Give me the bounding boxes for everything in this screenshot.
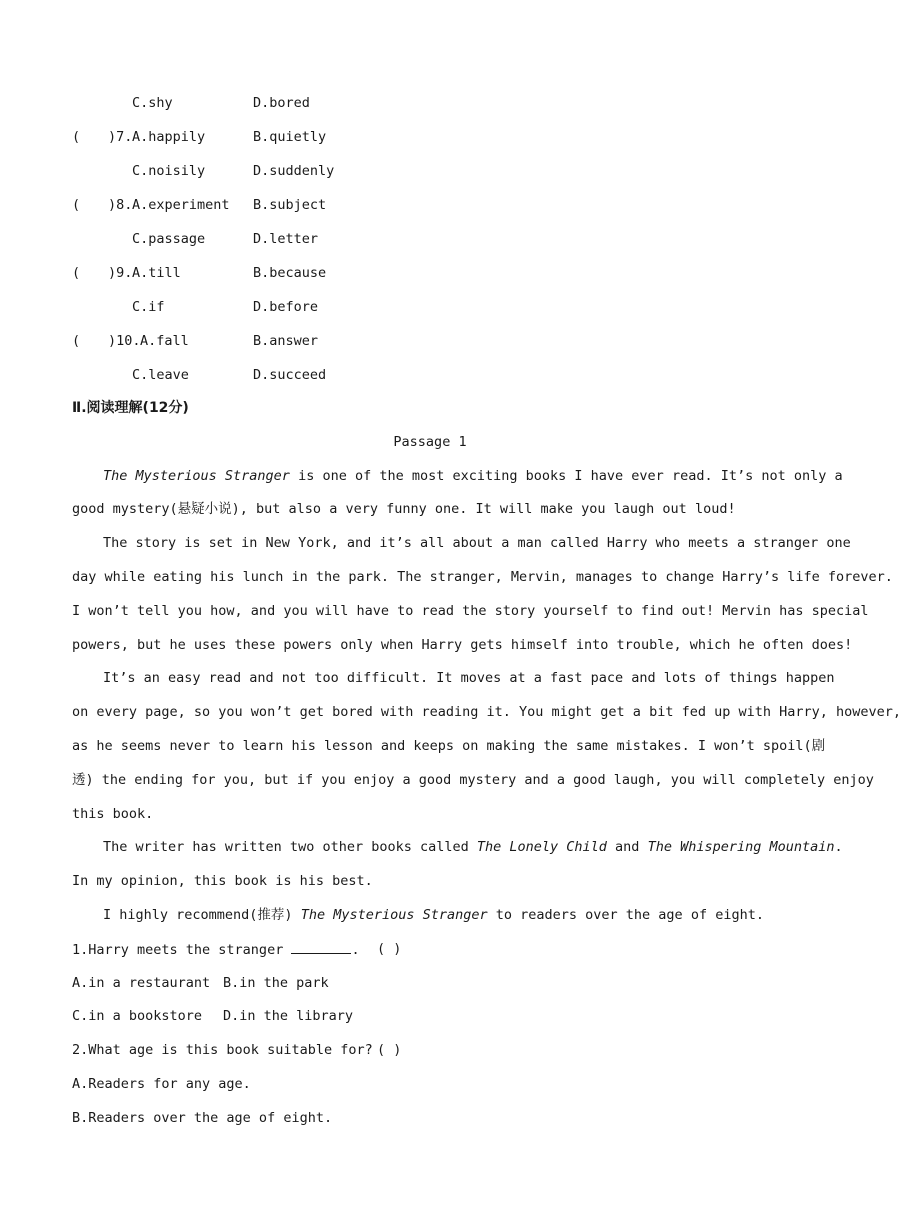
option-a: A.till [132,265,181,281]
passage-line [0,635,860,655]
option-a: A.fall [140,333,189,349]
passage-title: Passage 1 [393,434,467,450]
question-row-10 [0,331,860,351]
option-b: B.because [253,265,327,281]
paragraph-5-line-1: I highly recommend(推荐) The Mysterious Stranger to readers over the age of eight. [103,907,764,923]
answer-paren[interactable]: ( ) [377,1042,402,1058]
question-2-option-a [0,1074,860,1094]
option-c: C.passage [132,231,206,247]
paragraph-2-line-1: The story is set in New York, and it’s all about a man called Harry who meets a stranger one [103,535,851,551]
paragraph-3-line-3: as he seems never to learn his lesson and keeps on making the same mistakes. I won’t spoil(剧 [72,738,826,754]
option-row [0,297,860,317]
option-row [0,93,860,113]
option-d: D.suddenly [253,163,335,179]
passage-line [0,770,874,790]
option-d: D.letter [253,231,319,247]
answer-paren-open: ( [72,129,81,145]
passage-line [0,702,901,722]
option-b: B.in the park [223,975,329,991]
option-c: C.noisily [132,163,206,179]
passage-line [0,499,860,519]
question-1 [0,939,860,959]
book-title: The Mysterious Stranger [300,907,488,923]
passage-line [0,736,860,756]
question-row-7 [0,127,860,147]
question-row-8 [0,195,860,215]
passage-line [0,533,860,553]
question-number: )9. [108,265,133,281]
passage-line [0,668,860,688]
paragraph-3-line-4: 透) the ending for you, but if you enjoy a good mystery and a good laugh, you will completely enjoy [72,772,874,788]
passage-line [0,466,860,486]
option-row [0,161,860,181]
paragraph-4-line-1: The writer has written two other books called The Lonely Child and The Whispering Mountain. [103,839,843,855]
question-number: )8. [108,197,133,213]
passage-line [0,601,869,621]
option-c: C.in a bookstore [72,1008,203,1024]
paragraph-3-line-2: on every page, so you won’t get bored with reading it. You might get a bit fed up with Harry, however, [72,704,901,720]
option-d: D.bored [253,95,310,111]
answer-blank[interactable] [291,939,351,954]
paragraph-4-line-2: In my opinion, this book is his best. [72,873,373,889]
question-1-options-cd [0,1006,860,1026]
section-heading [0,398,860,418]
option-row [0,229,860,249]
question-number: )10. [108,333,141,349]
option-b: B.answer [253,333,319,349]
paragraph-3-line-1: It’s an easy read and not too difficult. It moves at a fast pace and lots of things happen [103,670,835,686]
passage-line [0,837,860,857]
book-title: The Mysterious Stranger [103,468,290,484]
question-row-9 [0,263,860,283]
passage-line [0,905,860,925]
option-a: A.Readers for any age. [72,1076,251,1092]
answer-paren-open: ( [72,197,81,213]
option-c: C.if [132,299,165,315]
paragraph-1-line-2: good mystery(悬疑小说), but also a very funny one. It will make you laugh out loud! [72,501,736,517]
paragraph-2-line-4: powers, but he uses these powers only when Harry gets himself into trouble, which he often does! [72,637,853,653]
answer-paren-open: ( [72,265,81,281]
question-1-stem: 1.Harry meets the stranger . [72,939,360,960]
passage-line [0,871,860,891]
question-2-option-b [0,1108,860,1128]
option-c: C.shy [132,95,173,111]
option-a: A.experiment [132,197,230,213]
option-d: D.succeed [253,367,327,383]
question-number: )7. [108,129,133,145]
passage-line [0,567,893,587]
option-d: D.in the library [223,1008,354,1024]
paragraph-1-line-1: The Mysterious Stranger is one of the most exciting books I have ever read. It’s not only a [103,468,843,484]
passage-line [0,804,860,824]
paragraph-2-line-3: I won’t tell you how, and you will have to read the story yourself to find out! Mervin has special [72,603,869,619]
book-title: The Whispering Mountain [647,839,835,855]
option-a: A.happily [132,129,206,145]
option-b: B.Readers over the age of eight. [72,1110,333,1126]
question-1-options-ab [0,973,860,993]
answer-paren[interactable]: ( ) [377,941,402,957]
option-b: B.subject [253,197,327,213]
question-2-stem: 2.What age is this book suitable for? [72,1042,373,1058]
paragraph-3-line-5: this book. [72,806,154,822]
option-a: A.in a restaurant [72,975,211,991]
question-2 [0,1040,860,1060]
book-title: The Lonely Child [476,839,607,855]
option-b: B.quietly [253,129,327,145]
option-d: D.before [253,299,319,315]
section-title: Ⅱ.阅读理解(12分) [72,400,189,416]
paragraph-2-line-2: day while eating his lunch in the park. The stranger, Mervin, manages to change Harry’s life forever. [72,569,893,585]
option-row [0,365,860,385]
answer-paren-open: ( [72,333,81,349]
option-c: C.leave [132,367,189,383]
